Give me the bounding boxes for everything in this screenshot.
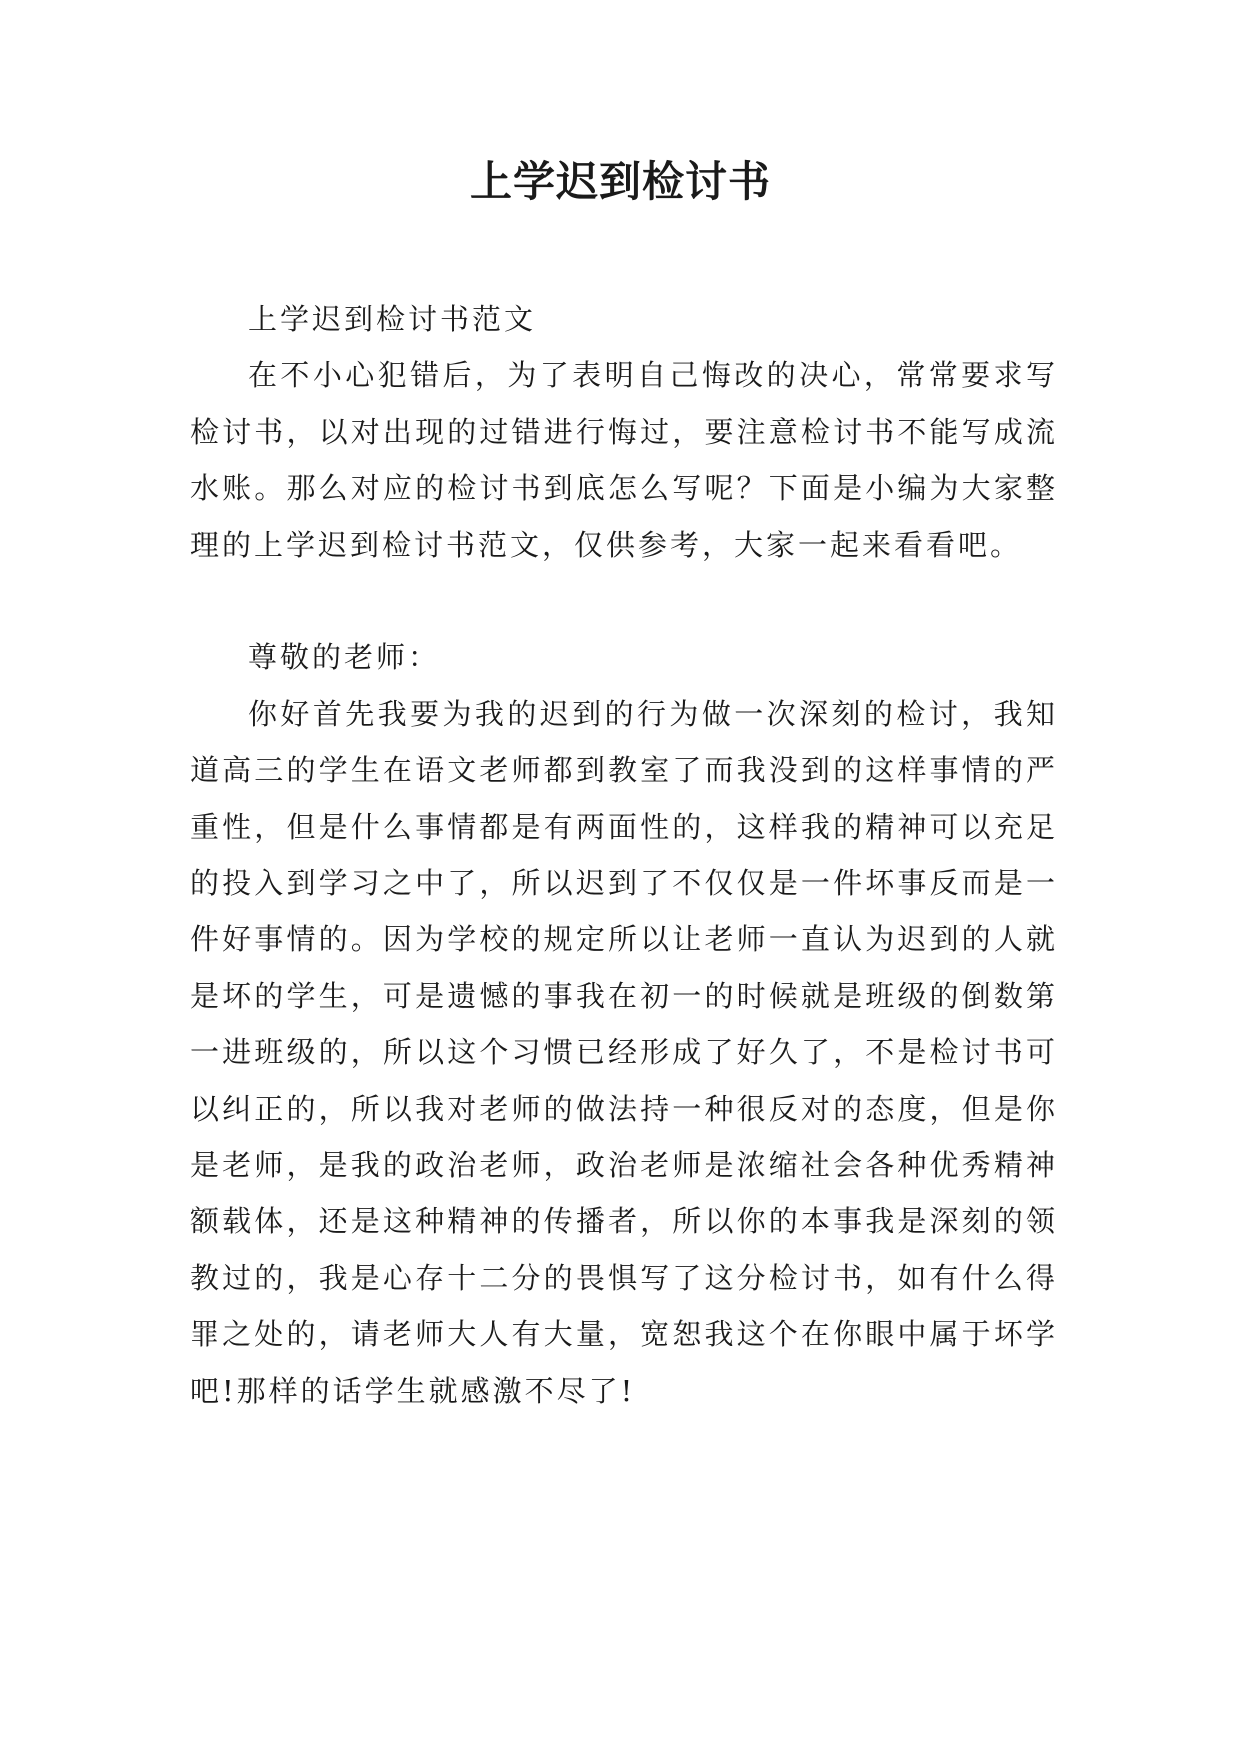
paragraph-subtitle: 上学迟到检讨书范文 — [248, 302, 537, 336]
paragraph-salutation: 尊敬的老师： — [248, 640, 441, 675]
paragraph-intro: 在不小心犯错后，为了表明自己悔改的决心，常常要求写检讨书，以对出现的过错进行悔过，要注意检讨书不能写成流水账。那么对应的检讨书到底怎么写呢？下面是小编为大家整理的上学迟到检讨书范文，仅供参考，大家一起来看看吧。 — [190, 358, 1058, 562]
document-body — [190, 291, 1058, 1419]
paragraph-spacer — [190, 573, 1058, 629]
paragraph-main: 你好首先我要为我的迟到的行为做一次深刻的检讨，我知道高三的学生在语文老师都到教室了而我没到的这样事情的严重性，但是什么事情都是有两面性的，这样我的精神可以充足的投入到学习之中了，所以迟到了不仅仅是一件坏事反而是一件好事情的。因为学校的规定所以让老师一直认为迟到的人就是坏的学生，可是遗憾的事我在初一的时候就是班级的倒数第一进班级的，所以这个习惯已经形成了好久了，不是检讨书可以纠正的，所以我对老师的做法持一种很反对的态度，但是你是老师，是我的政治老师，政治老师是浓缩社会各种优秀精神额载体，还是这种精神的传播者，所以你的本事我是深刻的领教过的，我是心存十二分的畏惧写了这分检讨书，如有什么得罪之处的，请老师大人有大量，宽恕我这个在你眼中属于坏学吧!那样的话学生就感激不尽了! — [190, 696, 1058, 1408]
document-title: 上学迟到检讨书 — [469, 157, 771, 206]
